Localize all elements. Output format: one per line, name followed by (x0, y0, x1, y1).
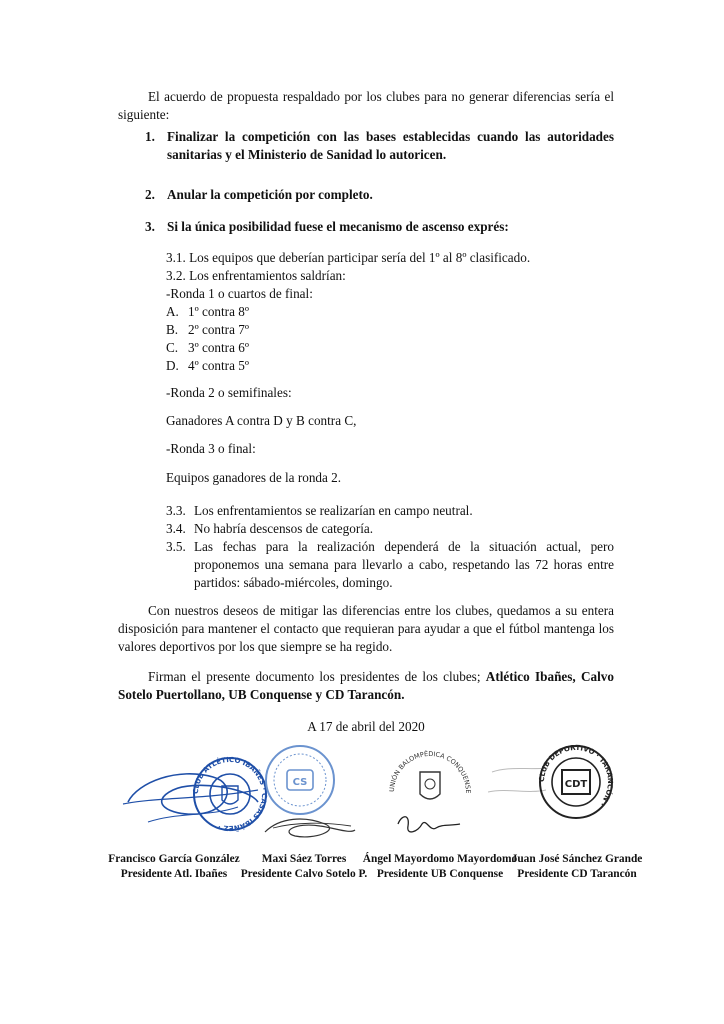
svg-text:CLUB DEPORTIVO · TARANCÓN ·: CLUB DEPORTIVO · TARANCÓN · (537, 743, 615, 808)
subitem-3-1 (166, 249, 530, 267)
option-text: Anular la competición por completo. (167, 187, 373, 202)
signatory-role: Presidente Calvo Sotelo P. (240, 868, 368, 880)
signatory-role: Presidente CD Tarancón (517, 868, 637, 880)
signatory-name: Ángel Mayordomo Mayordomo (362, 853, 518, 865)
subitem-3-2 (166, 267, 346, 285)
tarancon-seal (488, 742, 618, 834)
calvo-sotelo-seal-signature (255, 742, 365, 848)
round-2-heading: -Ronda 2 o semifinales: (166, 385, 292, 400)
svg-text:CLUB ATLÉTICO IBAÑES · CASAS I: CLUB ATLÉTICO IBAÑES · CASAS IBÁÑEZ · (191, 755, 268, 833)
subitem-number: 3.2. (166, 268, 186, 283)
option-text: Finalizar la competición con las bases establecidas cuando las autoridades sanitarias y el Ministerio de Sanidad lo autoricen. (167, 129, 614, 162)
signatory-role: Presidente UB Conquense (376, 868, 504, 880)
signatory-name: Maxi Sáez Torres (261, 853, 347, 865)
signing-paragraph (118, 668, 614, 704)
svg-text:CS: CS (292, 777, 308, 788)
round-1-heading: -Ronda 1 o cuartos de final: (166, 286, 313, 301)
conquense-seal-signature (380, 742, 480, 848)
round-3-heading: -Ronda 3 o final: (166, 441, 256, 456)
svg-text:CDT: CDT (564, 779, 588, 790)
svg-text:UNIÓN BALOMPÉDICA CONQUENSE: UNIÓN BALOMPÉDICA CONQUENSE (387, 749, 473, 794)
option-number: 1. (145, 129, 155, 144)
round-2-text: Ganadores A contra D y B contra C, (166, 413, 357, 428)
document-date: A 17 de abril del 2020 (307, 719, 425, 734)
signatory-conquense (360, 852, 520, 882)
signatory-ibanes (99, 852, 249, 882)
option-number: 2. (145, 187, 155, 202)
signing-clubs: Atlético Ibañes, Calvo Sotelo Puertollano, UB Conquense y CD Tarancón. (118, 669, 614, 702)
signatory-calvo-sotelo (229, 852, 379, 882)
ibanes-seal-signature (118, 742, 268, 842)
closing-paragraph: Con nuestros deseos de mitigar las diferencias entre los clubes, quedamos a su entera disposición para mantener el contacto que requieran para ayudar a que el fútbol mantenga los valores deportivos por los que siempre se ha regido. (118, 603, 614, 654)
subitem-number: 3.1. (166, 250, 186, 265)
signatory-tarancon (497, 852, 657, 882)
round-3-text: Equipos ganadores de la ronda 2. (166, 470, 342, 485)
intro-paragraph: El acuerdo de propuesta respaldado por los clubes para no generar diferencias sería el siguiente: (118, 89, 614, 122)
signing-intro: Firman el presente documento los presidentes de los clubes; (148, 669, 486, 684)
match-c: C. 3º contra 6º (166, 340, 249, 355)
signatory-role: Presidente Atl. Ibañes (120, 868, 228, 880)
match-b: B. 2º contra 7º (166, 322, 249, 337)
match-a: A. 1º contra 8º (166, 304, 249, 319)
option-text: Si la única posibilidad fuese el mecanismo de ascenso exprés: (167, 219, 509, 234)
document-page: El acuerdo de propuesta respaldado por los clubes para no generar diferencias sería el siguiente: 1. Finalizar la competición con las bases establecidas cuando las autoridades sanitarias y el Ministerio de Sanidad lo autoricen. 2. Anular la competición por completo. 3. Si la única posibilidad fuese el mecanismo de ascenso exprés: 3.1. Los equipos que deberían participar sería del 1º al 8º clasificado. 3.2. Los enfrentamientos saldrían: -Ronda 1 o cuartos de final: A. 1º contra 8º B. 2º contra 7º C. 3º contra 6º D. 4º contra 5º -Ronda 2 o semifinales: Ganadores A contra D y B contra C, -Ronda 3 o final: Equipos ganadores de la ronda 2. 3.3. Los enfrentamientos se realizarían en campo neutral. 3.4. No habría descensos de categoría. 3.5. Las fechas para la realización dependerá de la situación actual, pero proponemos una semana para llevarlo a cabo, respetando las 72 horas entre partidos: sábado-miércoles, domingo. Con nuestros deseos de mitigar las diferencias entre los clubes, quedamos a su entera disposición para mantener el contacto que requieran para ayudar a que el fútbol mantenga los valores deportivos por los que siempre se ha regido. Firman el presente documento los presidentes de los clubes; Atlético Ibañes, Calvo Sotelo Puertollano, UB Conquense y CD Tarancón. A 17 de abril del 2020 CLUB ATLÉTICO IBAÑES · CASAS IBÁÑEZ · CS UNIÓN BALOMPÉDICA CONQUENSE CLUB DEPORTIVO · TARANCÓN · CDT Francisco García González Presidente Atl. Ibañes Maxi Sáez Torres Presidente Calvo Sotelo P. Ángel Mayordomo Mayordomo Presidente UB Conquense Juan José Sánchez Grande Presidente CD Tarancón (0, 0, 724, 1024)
subitem-text: Los equipos que deberían participar sería del 1º al 8º clasificado. (189, 250, 531, 265)
match-d: D. 4º contra 5º (166, 358, 249, 373)
signatory-name: Francisco García González (108, 853, 240, 865)
signatory-name: Juan José Sánchez Grande (511, 853, 643, 865)
option-number: 3. (145, 219, 155, 234)
subitem-text: Los enfrentamientos saldrían: (189, 268, 346, 283)
